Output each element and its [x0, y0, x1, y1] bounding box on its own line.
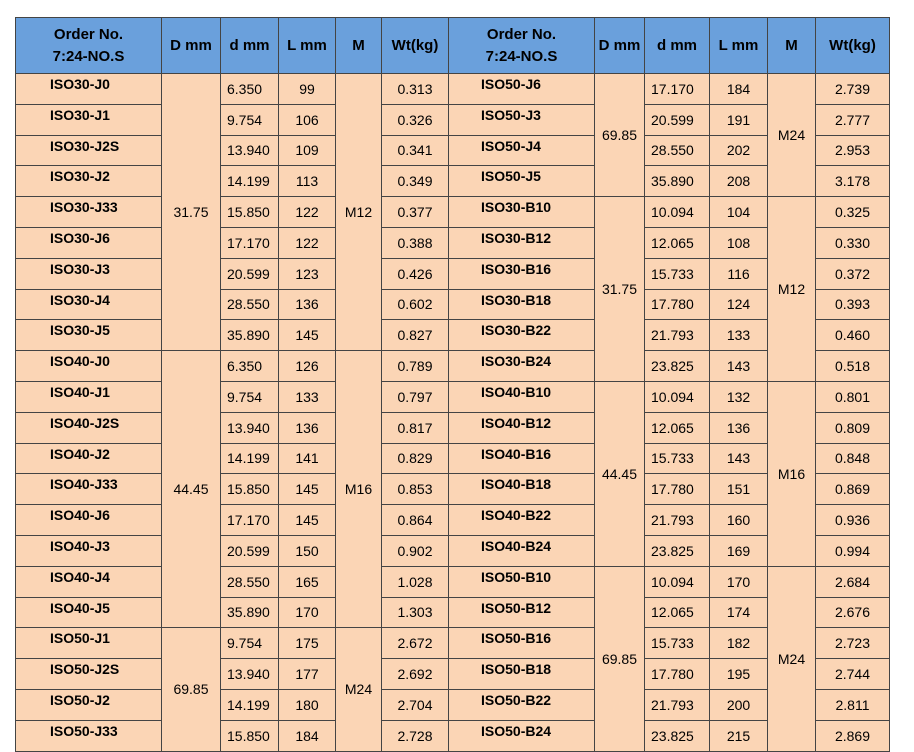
table-row [16, 74, 890, 105]
d-inner-cell-left: 15.850 [221, 197, 279, 228]
d-inner-cell-right: 23.825 [645, 351, 710, 382]
length-cell-left: 126 [279, 351, 336, 382]
order-no-cell-right: ISO40-B10 [449, 381, 595, 412]
d-inner-cell-right: 20.599 [645, 104, 710, 135]
weight-cell-right: 0.325 [816, 197, 890, 228]
length-cell-right: 108 [710, 227, 768, 258]
order-no-cell-left: ISO30-J5 [16, 320, 162, 351]
length-cell-right: 191 [710, 104, 768, 135]
order-no-cell-left: ISO30-J2S [16, 135, 162, 166]
length-cell-right: 133 [710, 320, 768, 351]
header-row [16, 18, 890, 74]
thread-cell-left: M16 [336, 351, 382, 628]
d-inner-cell-right: 17.780 [645, 289, 710, 320]
table-row [16, 689, 890, 720]
d-outer-header-left: D mm [162, 18, 221, 74]
order-no-cell-left: ISO40-J5 [16, 597, 162, 628]
table-row [16, 135, 890, 166]
length-cell-left: 122 [279, 197, 336, 228]
order-no-cell-left: ISO30-J33 [16, 197, 162, 228]
d-inner-cell-left: 9.754 [221, 628, 279, 659]
d-inner-cell-left: 13.940 [221, 412, 279, 443]
d-inner-cell-right: 17.170 [645, 74, 710, 105]
d-inner-cell-left: 28.550 [221, 566, 279, 597]
d-outer-cell-right: 31.75 [595, 197, 645, 382]
d-inner-header-right: d mm [645, 18, 710, 74]
d-inner-header-left: d mm [221, 18, 279, 74]
length-cell-left: 177 [279, 659, 336, 690]
weight-cell-right: 2.684 [816, 566, 890, 597]
weight-cell-left: 0.341 [382, 135, 449, 166]
d-inner-cell-right: 10.094 [645, 381, 710, 412]
order-no-cell-left: ISO50-J2 [16, 689, 162, 720]
length-header-left: L mm [279, 18, 336, 74]
weight-cell-right: 2.811 [816, 689, 890, 720]
length-cell-right: 143 [710, 443, 768, 474]
order-no-cell-left: ISO40-J1 [16, 381, 162, 412]
d-inner-cell-right: 17.780 [645, 474, 710, 505]
weight-cell-right: 2.953 [816, 135, 890, 166]
length-cell-right: 182 [710, 628, 768, 659]
d-outer-cell-left: 44.45 [162, 351, 221, 628]
length-cell-left: 184 [279, 720, 336, 751]
length-cell-right: 132 [710, 381, 768, 412]
weight-cell-left: 0.902 [382, 535, 449, 566]
order-no-cell-left: ISO30-J2 [16, 166, 162, 197]
weight-cell-left: 0.377 [382, 197, 449, 228]
length-cell-left: 99 [279, 74, 336, 105]
order-no-cell-right: ISO40-B24 [449, 535, 595, 566]
order-no-cell-left: ISO40-J3 [16, 535, 162, 566]
length-cell-right: 104 [710, 197, 768, 228]
order-no-cell-right: ISO50-B24 [449, 720, 595, 751]
table-row [16, 566, 890, 597]
length-cell-left: 136 [279, 289, 336, 320]
table-row [16, 720, 890, 751]
length-cell-right: 124 [710, 289, 768, 320]
order-no-cell-right: ISO50-B12 [449, 597, 595, 628]
length-cell-right: 184 [710, 74, 768, 105]
length-cell-right: 200 [710, 689, 768, 720]
order-no-cell-left: ISO40-J33 [16, 474, 162, 505]
length-cell-left: 106 [279, 104, 336, 135]
weight-cell-right: 0.460 [816, 320, 890, 351]
table-row [16, 412, 890, 443]
length-cell-right: 195 [710, 659, 768, 690]
table-row [16, 289, 890, 320]
table-row [16, 197, 890, 228]
d-inner-cell-right: 23.825 [645, 720, 710, 751]
d-outer-cell-right: 69.85 [595, 566, 645, 751]
d-outer-cell-left: 31.75 [162, 74, 221, 351]
d-inner-cell-left: 14.199 [221, 689, 279, 720]
weight-cell-left: 0.426 [382, 258, 449, 289]
order-no-cell-right: ISO30-B10 [449, 197, 595, 228]
thread-header-right: M [768, 18, 816, 74]
weight-cell-right: 0.994 [816, 535, 890, 566]
d-inner-cell-right: 15.733 [645, 628, 710, 659]
order-no-cell-right: ISO50-J4 [449, 135, 595, 166]
order-no-cell-right: ISO30-B18 [449, 289, 595, 320]
d-inner-cell-left: 13.940 [221, 659, 279, 690]
order-no-cell-left: ISO30-J4 [16, 289, 162, 320]
thread-cell-right: M12 [768, 197, 816, 382]
length-header-right: L mm [710, 18, 768, 74]
thread-cell-right: M24 [768, 566, 816, 751]
table-row [16, 166, 890, 197]
length-cell-left: 109 [279, 135, 336, 166]
table-row [16, 597, 890, 628]
d-inner-cell-right: 12.065 [645, 412, 710, 443]
weight-cell-right: 0.848 [816, 443, 890, 474]
table-row [16, 351, 890, 382]
table-row [16, 659, 890, 690]
d-inner-cell-left: 15.850 [221, 720, 279, 751]
table-row [16, 258, 890, 289]
length-cell-right: 208 [710, 166, 768, 197]
order-no-cell-right: ISO30-B12 [449, 227, 595, 258]
order-no-cell-left: ISO50-J33 [16, 720, 162, 751]
length-cell-left: 122 [279, 227, 336, 258]
thread-cell-left: M24 [336, 628, 382, 751]
length-cell-left: 145 [279, 474, 336, 505]
d-inner-cell-left: 28.550 [221, 289, 279, 320]
order-no-cell-right: ISO40-B16 [449, 443, 595, 474]
spec-table [15, 17, 890, 752]
length-cell-right: 202 [710, 135, 768, 166]
table-row [16, 535, 890, 566]
table-row [16, 505, 890, 536]
d-inner-cell-right: 35.890 [645, 166, 710, 197]
table-row [16, 320, 890, 351]
d-inner-cell-right: 17.780 [645, 659, 710, 690]
order-no-cell-right: ISO50-J5 [449, 166, 595, 197]
order-no-cell-right: ISO30-B24 [449, 351, 595, 382]
d-outer-cell-left: 69.85 [162, 628, 221, 751]
weight-cell-right: 2.723 [816, 628, 890, 659]
thread-cell-right: M16 [768, 381, 816, 566]
d-inner-cell-left: 15.850 [221, 474, 279, 505]
weight-header-left: Wt(kg) [382, 18, 449, 74]
weight-cell-right: 0.330 [816, 227, 890, 258]
d-inner-cell-left: 20.599 [221, 535, 279, 566]
weight-cell-left: 0.602 [382, 289, 449, 320]
d-inner-cell-left: 9.754 [221, 381, 279, 412]
weight-cell-left: 2.672 [382, 628, 449, 659]
length-cell-right: 170 [710, 566, 768, 597]
d-inner-cell-left: 13.940 [221, 135, 279, 166]
length-cell-right: 169 [710, 535, 768, 566]
d-inner-cell-right: 15.733 [645, 443, 710, 474]
weight-cell-left: 0.388 [382, 227, 449, 258]
length-cell-left: 170 [279, 597, 336, 628]
order-no-cell-right: ISO40-B12 [449, 412, 595, 443]
d-inner-cell-left: 6.350 [221, 351, 279, 382]
weight-cell-right: 0.518 [816, 351, 890, 382]
order-no-cell-left: ISO30-J1 [16, 104, 162, 135]
length-cell-left: 145 [279, 505, 336, 536]
d-inner-cell-left: 17.170 [221, 505, 279, 536]
order-no-cell-right: ISO50-B10 [449, 566, 595, 597]
weight-cell-right: 3.178 [816, 166, 890, 197]
weight-cell-right: 0.936 [816, 505, 890, 536]
weight-cell-left: 0.789 [382, 351, 449, 382]
order-no-cell-left: ISO30-J0 [16, 74, 162, 105]
weight-cell-right: 2.744 [816, 659, 890, 690]
table-row [16, 104, 890, 135]
table-row [16, 381, 890, 412]
length-cell-right: 151 [710, 474, 768, 505]
thread-header-left: M [336, 18, 382, 74]
length-cell-left: 175 [279, 628, 336, 659]
order-no-cell-right: ISO40-B18 [449, 474, 595, 505]
d-inner-cell-right: 21.793 [645, 689, 710, 720]
weight-header-right: Wt(kg) [816, 18, 890, 74]
order-no-cell-left: ISO40-J6 [16, 505, 162, 536]
thread-cell-right: M24 [768, 74, 816, 197]
weight-cell-left: 1.028 [382, 566, 449, 597]
order-no-cell-left: ISO40-J0 [16, 351, 162, 382]
d-inner-cell-left: 35.890 [221, 320, 279, 351]
weight-cell-right: 0.393 [816, 289, 890, 320]
order-no-cell-left: ISO30-J6 [16, 227, 162, 258]
d-outer-cell-right: 69.85 [595, 74, 645, 197]
weight-cell-left: 0.349 [382, 166, 449, 197]
weight-cell-right: 2.676 [816, 597, 890, 628]
weight-cell-right: 2.739 [816, 74, 890, 105]
weight-cell-left: 0.829 [382, 443, 449, 474]
order-no-cell-left: ISO40-J2S [16, 412, 162, 443]
table-row [16, 474, 890, 505]
d-inner-cell-left: 14.199 [221, 443, 279, 474]
d-inner-cell-right: 15.733 [645, 258, 710, 289]
thread-cell-left: M12 [336, 74, 382, 351]
weight-cell-right: 0.372 [816, 258, 890, 289]
weight-cell-right: 2.869 [816, 720, 890, 751]
length-cell-right: 116 [710, 258, 768, 289]
weight-cell-right: 2.777 [816, 104, 890, 135]
length-cell-left: 113 [279, 166, 336, 197]
order-no-cell-right: ISO50-B18 [449, 659, 595, 690]
length-cell-left: 150 [279, 535, 336, 566]
length-cell-left: 141 [279, 443, 336, 474]
length-cell-left: 145 [279, 320, 336, 351]
weight-cell-left: 0.797 [382, 381, 449, 412]
order-no-header-right: Order No. 7:24-NO.S [449, 18, 595, 74]
order-no-cell-right: ISO40-B22 [449, 505, 595, 536]
d-inner-cell-right: 10.094 [645, 566, 710, 597]
weight-cell-left: 0.864 [382, 505, 449, 536]
length-cell-right: 174 [710, 597, 768, 628]
order-no-cell-right: ISO50-J6 [449, 74, 595, 105]
order-no-cell-right: ISO50-B16 [449, 628, 595, 659]
d-inner-cell-left: 17.170 [221, 227, 279, 258]
d-outer-cell-right: 44.45 [595, 381, 645, 566]
d-inner-cell-right: 21.793 [645, 320, 710, 351]
length-cell-left: 133 [279, 381, 336, 412]
d-inner-cell-left: 9.754 [221, 104, 279, 135]
order-no-cell-left: ISO30-J3 [16, 258, 162, 289]
d-inner-cell-left: 35.890 [221, 597, 279, 628]
weight-cell-left: 0.853 [382, 474, 449, 505]
weight-cell-right: 0.801 [816, 381, 890, 412]
d-inner-cell-right: 12.065 [645, 227, 710, 258]
length-cell-left: 180 [279, 689, 336, 720]
d-inner-cell-right: 10.094 [645, 197, 710, 228]
order-no-cell-left: ISO40-J2 [16, 443, 162, 474]
weight-cell-left: 0.313 [382, 74, 449, 105]
weight-cell-right: 0.809 [816, 412, 890, 443]
length-cell-left: 136 [279, 412, 336, 443]
weight-cell-left: 2.692 [382, 659, 449, 690]
order-no-cell-right: ISO30-B16 [449, 258, 595, 289]
length-cell-left: 123 [279, 258, 336, 289]
table-row [16, 628, 890, 659]
weight-cell-left: 2.704 [382, 689, 449, 720]
d-inner-cell-right: 12.065 [645, 597, 710, 628]
weight-cell-left: 0.817 [382, 412, 449, 443]
weight-cell-left: 1.303 [382, 597, 449, 628]
weight-cell-left: 0.827 [382, 320, 449, 351]
length-cell-right: 136 [710, 412, 768, 443]
order-no-header-left: Order No. 7:24-NO.S [16, 18, 162, 74]
length-cell-left: 165 [279, 566, 336, 597]
d-inner-cell-right: 21.793 [645, 505, 710, 536]
order-no-cell-left: ISO40-J4 [16, 566, 162, 597]
order-no-cell-right: ISO50-J3 [449, 104, 595, 135]
weight-cell-left: 0.326 [382, 104, 449, 135]
length-cell-right: 160 [710, 505, 768, 536]
length-cell-right: 215 [710, 720, 768, 751]
order-no-cell-left: ISO50-J2S [16, 659, 162, 690]
d-inner-cell-left: 14.199 [221, 166, 279, 197]
table-row [16, 443, 890, 474]
d-outer-header-right: D mm [595, 18, 645, 74]
d-inner-cell-right: 23.825 [645, 535, 710, 566]
order-no-cell-right: ISO50-B22 [449, 689, 595, 720]
length-cell-right: 143 [710, 351, 768, 382]
d-inner-cell-left: 20.599 [221, 258, 279, 289]
weight-cell-left: 2.728 [382, 720, 449, 751]
table-row [16, 227, 890, 258]
order-no-cell-left: ISO50-J1 [16, 628, 162, 659]
d-inner-cell-left: 6.350 [221, 74, 279, 105]
d-inner-cell-right: 28.550 [645, 135, 710, 166]
weight-cell-right: 0.869 [816, 474, 890, 505]
order-no-cell-right: ISO30-B22 [449, 320, 595, 351]
